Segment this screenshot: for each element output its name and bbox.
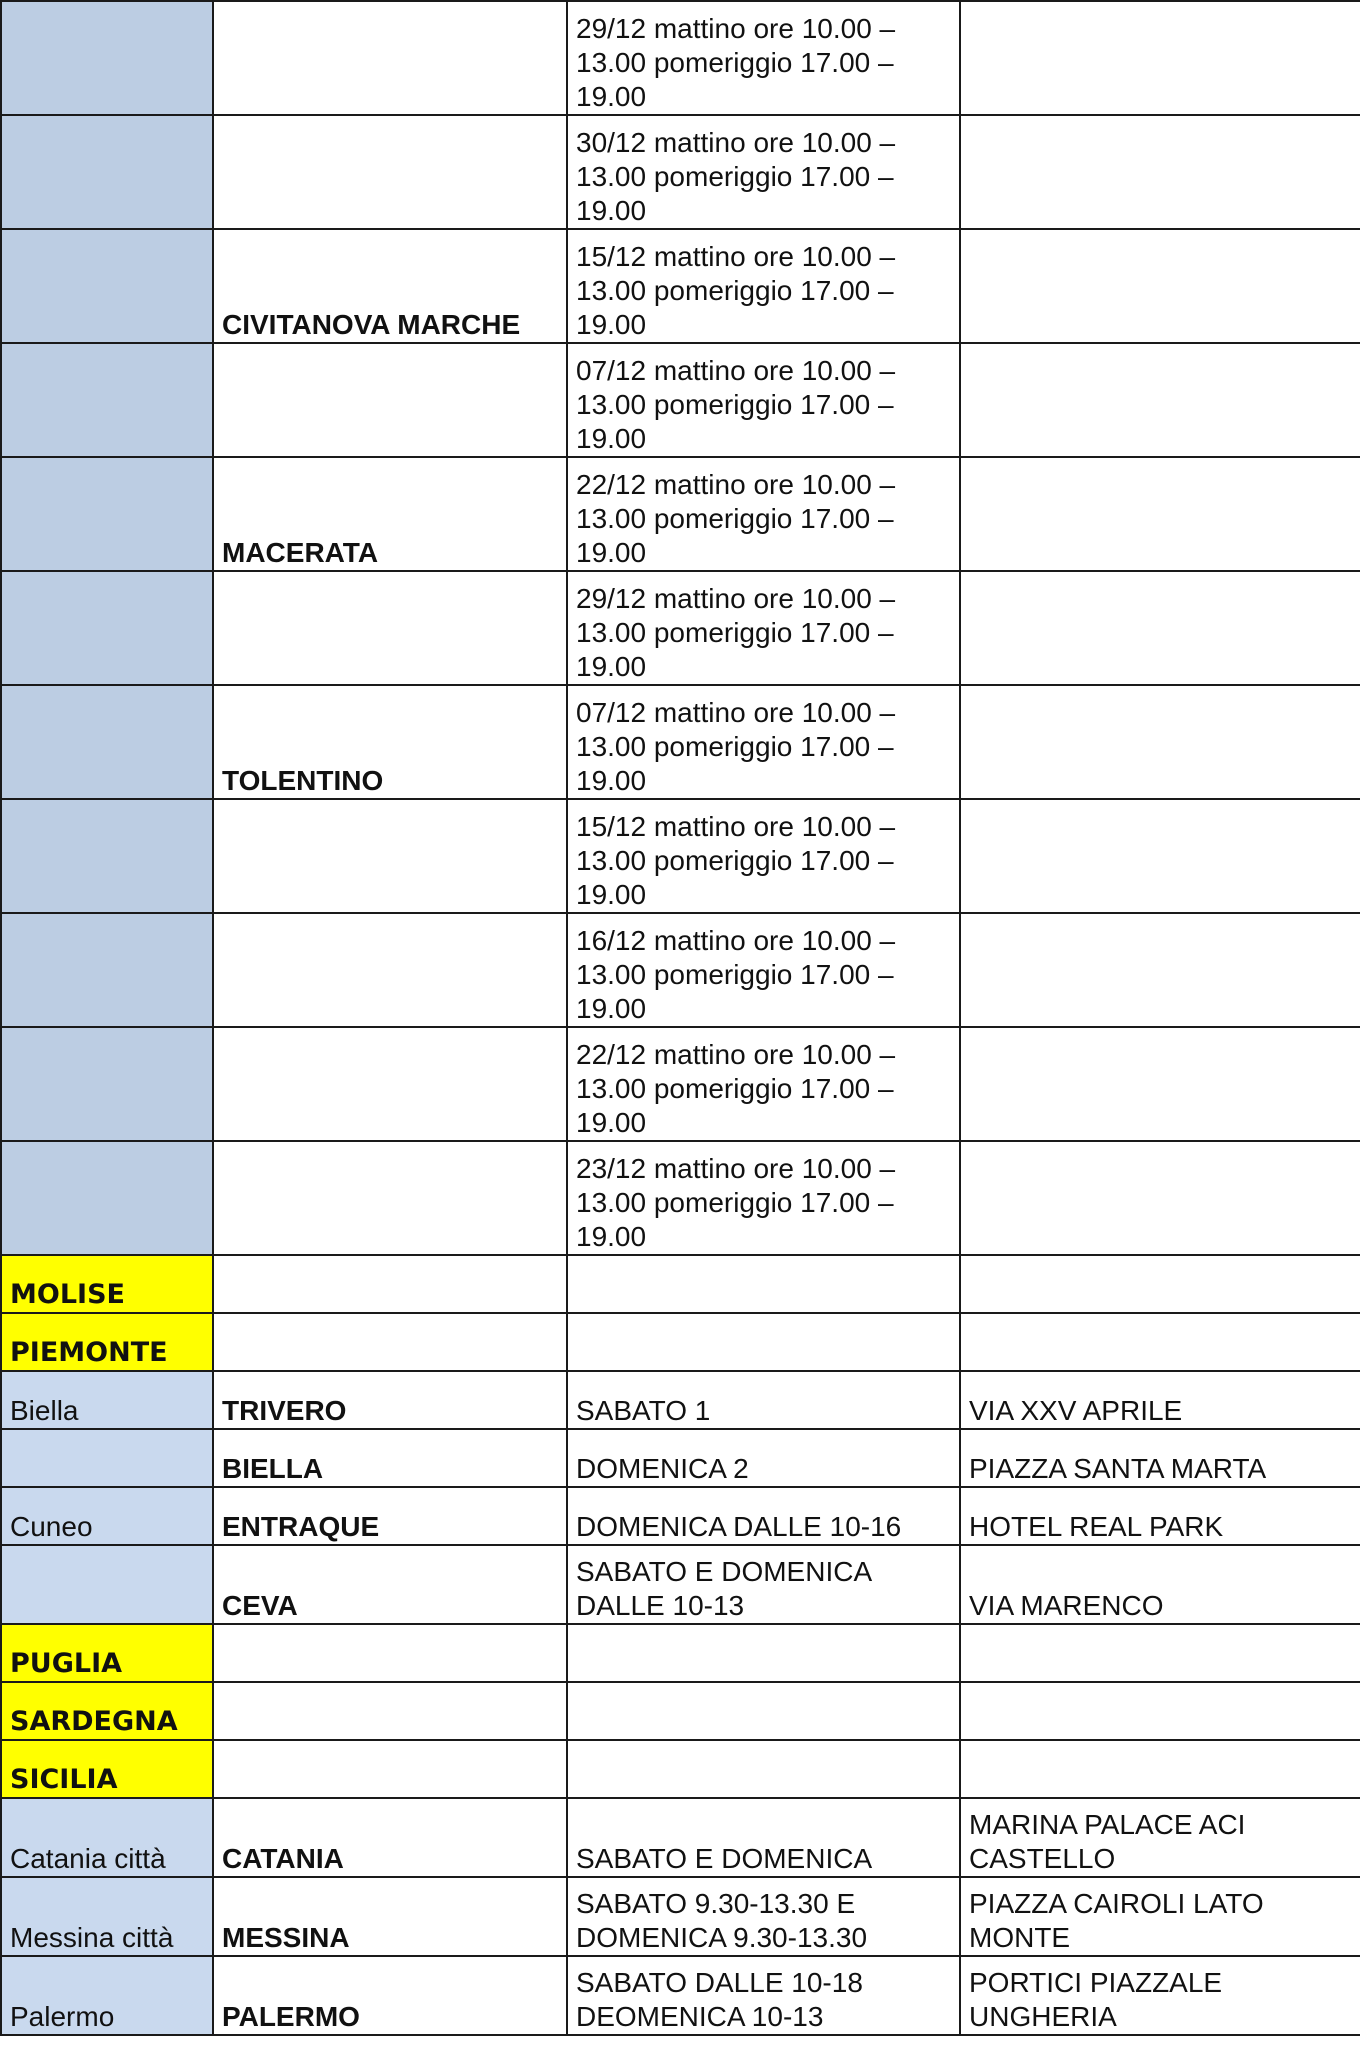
location-cell: VIA MARENCO (960, 1545, 1360, 1624)
schedule-cell: 07/12 mattino ore 10.00 – 13.00 pomeriggio 17.00 – 19.00 (567, 685, 960, 799)
location-cell (960, 571, 1360, 685)
schedule-cell: SABATO 1 (567, 1371, 960, 1429)
schedule-cell: 15/12 mattino ore 10.00 – 13.00 pomeriggio 17.00 – 19.00 (567, 229, 960, 343)
location-cell: HOTEL REAL PARK (960, 1487, 1360, 1545)
schedule-cell: 29/12 mattino ore 10.00 – 13.00 pomeriggio 17.00 – 19.00 (567, 1, 960, 115)
province-cell (1, 343, 213, 457)
province-cell: Palermo (1, 1956, 213, 2035)
table-row (1, 571, 1360, 685)
region-label: SARDEGNA (1, 1682, 213, 1740)
table-row (1, 115, 1360, 229)
location-cell: MARINA PALACE ACI CASTELLO (960, 1798, 1360, 1877)
schedule-cell (567, 1255, 960, 1313)
location-cell (960, 1740, 1360, 1798)
table-row (1, 229, 1360, 343)
region-label: MOLISE (1, 1255, 213, 1313)
region-row (1, 1740, 1360, 1798)
location-cell (960, 1313, 1360, 1371)
schedule-cell: SABATO 9.30-13.30 E DOMENICA 9.30-13.30 (567, 1877, 960, 1956)
table-row (1, 685, 1360, 799)
region-row (1, 1313, 1360, 1371)
province-cell (1, 457, 213, 571)
region-row (1, 1624, 1360, 1682)
city-cell (213, 799, 567, 913)
schedule-cell (567, 1624, 960, 1682)
table-row (1, 913, 1360, 1027)
location-cell (960, 229, 1360, 343)
city-cell (213, 1141, 567, 1255)
city-cell: CIVITANOVA MARCHE (213, 229, 567, 343)
location-cell: PORTICI PIAZZALE UNGHERIA (960, 1956, 1360, 2035)
schedule-cell: 30/12 mattino ore 10.00 – 13.00 pomeriggio 17.00 – 19.00 (567, 115, 960, 229)
location-cell (960, 1, 1360, 115)
table-row (1, 1956, 1360, 2035)
schedule-cell (567, 1740, 960, 1798)
schedule-cell: 23/12 mattino ore 10.00 – 13.00 pomeriggio 17.00 – 19.00 (567, 1141, 960, 1255)
city-cell: CATANIA (213, 1798, 567, 1877)
city-cell: MACERATA (213, 457, 567, 571)
city-cell (213, 343, 567, 457)
province-cell (1, 1429, 213, 1487)
city-cell (213, 1, 567, 115)
province-cell (1, 115, 213, 229)
schedule-cell (567, 1682, 960, 1740)
location-cell (960, 1682, 1360, 1740)
city-cell (213, 1740, 567, 1798)
schedule-cell (567, 1313, 960, 1371)
city-cell (213, 1313, 567, 1371)
location-cell (960, 343, 1360, 457)
location-cell (960, 685, 1360, 799)
province-cell (1, 685, 213, 799)
region-label: SICILIA (1, 1740, 213, 1798)
location-cell (960, 1141, 1360, 1255)
location-cell (960, 115, 1360, 229)
table-row (1, 799, 1360, 913)
schedule-cell: 22/12 mattino ore 10.00 – 13.00 pomeriggio 17.00 – 19.00 (567, 457, 960, 571)
city-cell (213, 1255, 567, 1313)
schedule-cell: SABATO E DOMENICA (567, 1798, 960, 1877)
city-cell (213, 571, 567, 685)
location-cell: PIAZZA CAIROLI LATO MONTE (960, 1877, 1360, 1956)
schedule-cell: DOMENICA 2 (567, 1429, 960, 1487)
location-cell (960, 913, 1360, 1027)
location-cell: PIAZZA SANTA MARTA (960, 1429, 1360, 1487)
schedule-cell: SABATO E DOMENICA DALLE 10-13 (567, 1545, 960, 1624)
schedule-cell: DOMENICA DALLE 10-16 (567, 1487, 960, 1545)
province-cell (1, 1141, 213, 1255)
province-cell: Cuneo (1, 1487, 213, 1545)
province-cell: Messina città (1, 1877, 213, 1956)
region-row (1, 1255, 1360, 1313)
table-row (1, 1, 1360, 115)
city-cell: CEVA (213, 1545, 567, 1624)
region-row (1, 1682, 1360, 1740)
city-cell (213, 913, 567, 1027)
city-cell (213, 1027, 567, 1141)
schedule-cell: 15/12 mattino ore 10.00 – 13.00 pomeriggio 17.00 – 19.00 (567, 799, 960, 913)
location-cell (960, 457, 1360, 571)
province-cell: Catania città (1, 1798, 213, 1877)
table-row (1, 1487, 1360, 1545)
location-cell (960, 1624, 1360, 1682)
schedule-cell: 07/12 mattino ore 10.00 – 13.00 pomeriggio 17.00 – 19.00 (567, 343, 960, 457)
province-cell (1, 799, 213, 913)
city-cell (213, 115, 567, 229)
city-cell: MESSINA (213, 1877, 567, 1956)
schedule-cell: 22/12 mattino ore 10.00 – 13.00 pomeriggio 17.00 – 19.00 (567, 1027, 960, 1141)
province-cell (1, 229, 213, 343)
province-cell (1, 1027, 213, 1141)
table-row (1, 1371, 1360, 1429)
province-cell: Biella (1, 1371, 213, 1429)
province-cell (1, 1, 213, 115)
region-label: PUGLIA (1, 1624, 213, 1682)
table-row (1, 1429, 1360, 1487)
city-cell: PALERMO (213, 1956, 567, 2035)
city-cell: TOLENTINO (213, 685, 567, 799)
province-cell (1, 1545, 213, 1624)
table-row (1, 1141, 1360, 1255)
schedule-cell: 16/12 mattino ore 10.00 – 13.00 pomeriggio 17.00 – 19.00 (567, 913, 960, 1027)
table-row (1, 343, 1360, 457)
city-cell: BIELLA (213, 1429, 567, 1487)
table-row (1, 1545, 1360, 1624)
table-row (1, 1027, 1360, 1141)
location-cell (960, 1027, 1360, 1141)
table-row (1, 1798, 1360, 1877)
province-cell (1, 913, 213, 1027)
city-cell: TRIVERO (213, 1371, 567, 1429)
province-cell (1, 571, 213, 685)
city-cell (213, 1624, 567, 1682)
city-cell (213, 1682, 567, 1740)
table-row (1, 1877, 1360, 1956)
table-row (1, 457, 1360, 571)
schedule-cell: SABATO DALLE 10-18 DEOMENICA 10-13 (567, 1956, 960, 2035)
city-cell: ENTRAQUE (213, 1487, 567, 1545)
schedule-cell: 29/12 mattino ore 10.00 – 13.00 pomeriggio 17.00 – 19.00 (567, 571, 960, 685)
location-cell (960, 799, 1360, 913)
location-cell: VIA XXV APRILE (960, 1371, 1360, 1429)
location-cell (960, 1255, 1360, 1313)
region-label: PIEMONTE (1, 1313, 213, 1371)
